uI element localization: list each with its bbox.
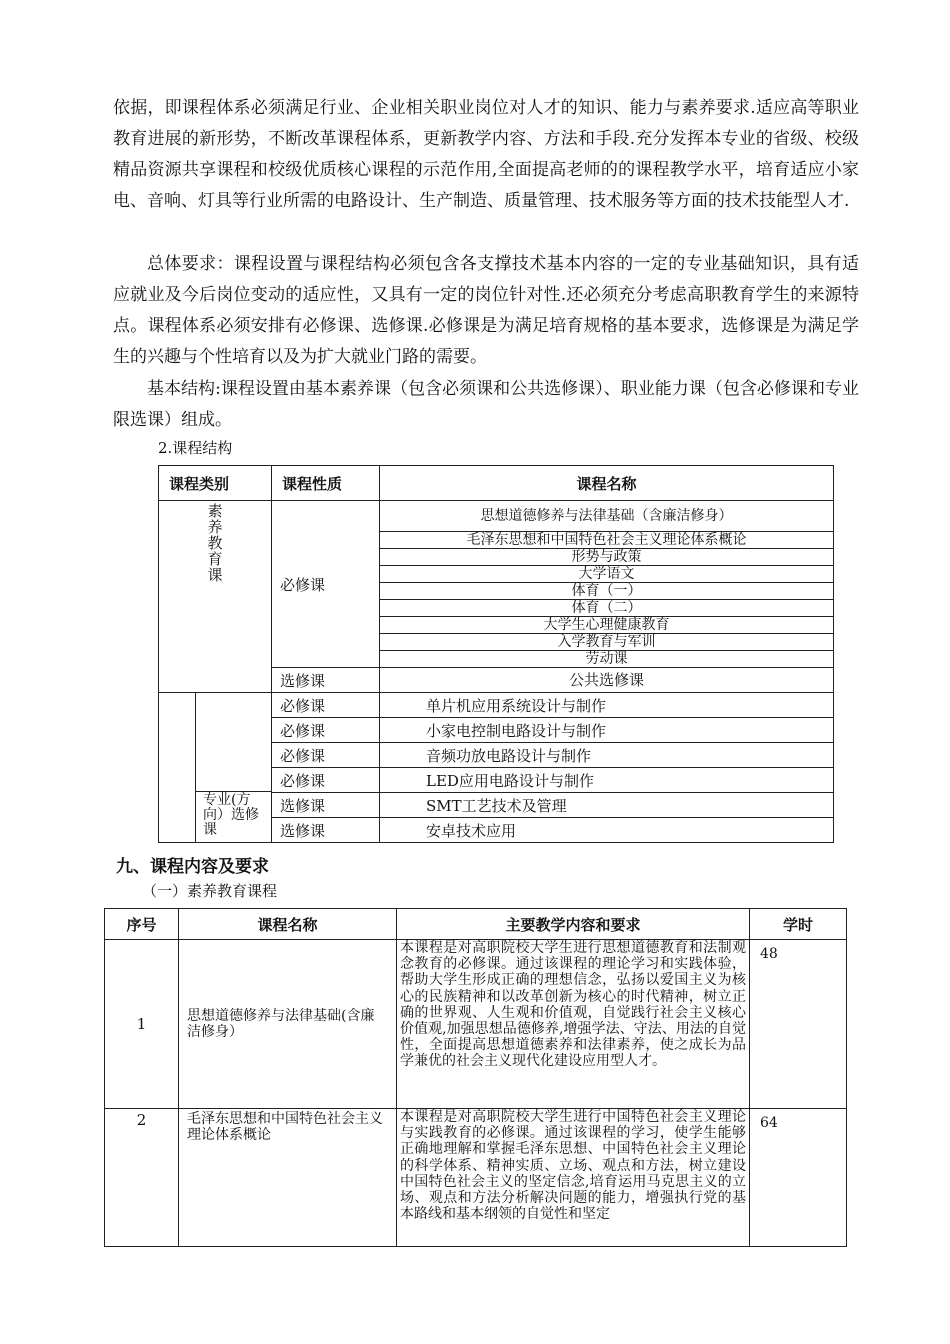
header-category: 课程类别 <box>159 466 272 501</box>
professional-nature: 必修课 <box>272 743 380 768</box>
row-hours: 48 <box>750 940 847 1109</box>
section-heading: 九、课程内容及要求 <box>116 857 269 877</box>
course-structure-table <box>158 465 834 843</box>
core-course-name: 形势与政策 <box>380 549 834 566</box>
section-subheading: （一）素养教育课程 <box>142 882 278 900</box>
core-course-name: 毛泽东思想和中国特色社会主义理论体系概论 <box>380 532 834 549</box>
header-nature: 课程性质 <box>272 466 380 501</box>
row-number: 2 <box>105 1109 179 1247</box>
table-row <box>159 693 834 718</box>
paragraph-overall-requirements: 总体要求：课程设置与课程结构必须包含各支撑技术基本内容的一定的专业基础知识，具有适应就业及今后岗位变动的适应性，又具有一定的岗位针对性.还必须充分考虑高职教育学生的来源特点。课程体系必须安排有必修课、选修课.必修课是为满足培育规格的基本要求，选修课是为满足学生的兴趣与个性培育以及为扩大就业门路的需要。 <box>113 254 859 367</box>
core-course-name: 大学语文 <box>380 566 834 583</box>
header-number: 序号 <box>105 909 179 940</box>
table-row <box>159 501 834 532</box>
professional-course-name: SMT工艺技术及管理 <box>380 793 834 818</box>
core-course-name: 入学教育与军训 <box>380 634 834 651</box>
core-course-name: 体育（二） <box>380 600 834 617</box>
core-required-nature: 必修课 <box>272 501 380 668</box>
professional-subcategory: 专业(方向）选修课 <box>203 792 259 838</box>
core-elective-name: 公共选修课 <box>380 668 834 693</box>
header-hours: 学时 <box>750 909 847 940</box>
row-description: 本课程是对高职院校大学生进行中国特色社会主义理论与实践教育的必修课。通过该课程的学习，使学生能够正确地理解和掌握毛泽东思想、中国特色社会主义理论的科学体系、精神实质、立场、观点和方法，树立建设中国特色社会主义的坚定信念,培育运用马克思主义的立场、观点和方法分析解决问题的能力，增强执行党的基本路线和基本纲领的自觉性和坚定 <box>397 1109 750 1247</box>
professional-course-name: 小家电控制电路设计与制作 <box>380 718 834 743</box>
professional-nature: 必修课 <box>272 768 380 793</box>
core-course-name: 大学生心理健康教育 <box>380 617 834 634</box>
header-content: 主要教学内容和要求 <box>397 909 750 940</box>
paragraph-basic-structure: 基本结构:课程设置由基本素养课（包含必须课和公共选修课）、职业能力课（包含必修课和专业限选课）组成。 <box>113 379 859 430</box>
row-description: 本课程是对高职院校大学生进行思想道德教育和法制观念教育的必修课。通过该课程的理论学习和实践体验，帮助大学生形成正确的理想信念，弘扬以爱国主义为核心的民族精神和以改革创新为核心的时代精神，树立正确的世界观、人生观和价值观，自觉践行社会主义核心价值观,加强思想品德修养,增强学法、守法、用法的自觉性，全面提高思想道德素养和法律素养，使之成长为品学兼优的社会主义现代化建设应用型人才。 <box>397 940 750 1109</box>
header-course-name: 课程名称 <box>179 909 397 940</box>
core-course-name: 体育（一） <box>380 583 834 600</box>
header-course-name: 课程名称 <box>380 466 834 501</box>
row-hours: 64 <box>750 1109 847 1247</box>
row-course-name: 思想道德修养与法律基础(含廉洁修身） <box>179 940 397 1109</box>
core-course-name: 思想道德修养与法律基础（含廉洁修身） <box>380 501 834 532</box>
professional-nature: 必修课 <box>272 693 380 718</box>
core-course-name: 劳动课 <box>380 651 834 668</box>
professional-category-cell <box>159 693 272 843</box>
professional-course-name: LED应用电路设计与制作 <box>380 768 834 793</box>
row-number: 1 <box>105 940 179 1109</box>
core-elective-nature: 选修课 <box>272 668 380 693</box>
paragraph-basis: 依据，即课程体系必须满足行业、企业相关职业岗位对人才的知识、能力与素养要求.适应高等职业教育进展的新形势，不断改革课程体系，更新教学内容、方法和手段.充分发挥本专业的省级、校级精品资源共享课程和校级优质核心课程的示范作用,全面提高老师的的课程教学水平，培育适应小家电、音响、灯具等行业所需的电路设计、生产制造、质量管理、技术服务等方面的技术技能型人才. <box>113 98 859 211</box>
professional-nature: 选修课 <box>272 818 380 843</box>
professional-course-name: 安卓技术应用 <box>380 818 834 843</box>
professional-course-name: 单片机应用系统设计与制作 <box>380 693 834 718</box>
table-row <box>105 1109 847 1247</box>
professional-nature: 选修课 <box>272 793 380 818</box>
table-header-row <box>159 466 834 501</box>
row-course-name: 毛泽东思想和中国特色社会主义理论体系概论 <box>179 1109 397 1247</box>
professional-course-name: 音频功放电路设计与制作 <box>380 743 834 768</box>
professional-nature: 必修课 <box>272 718 380 743</box>
core-category-label: 素 养 教 育 课 <box>207 502 223 584</box>
core-category-cell <box>159 501 272 693</box>
course-content-table <box>104 908 847 1247</box>
table-header-row <box>105 909 847 940</box>
table-row <box>105 940 847 1109</box>
structure-label: 2.课程结构 <box>158 439 233 457</box>
